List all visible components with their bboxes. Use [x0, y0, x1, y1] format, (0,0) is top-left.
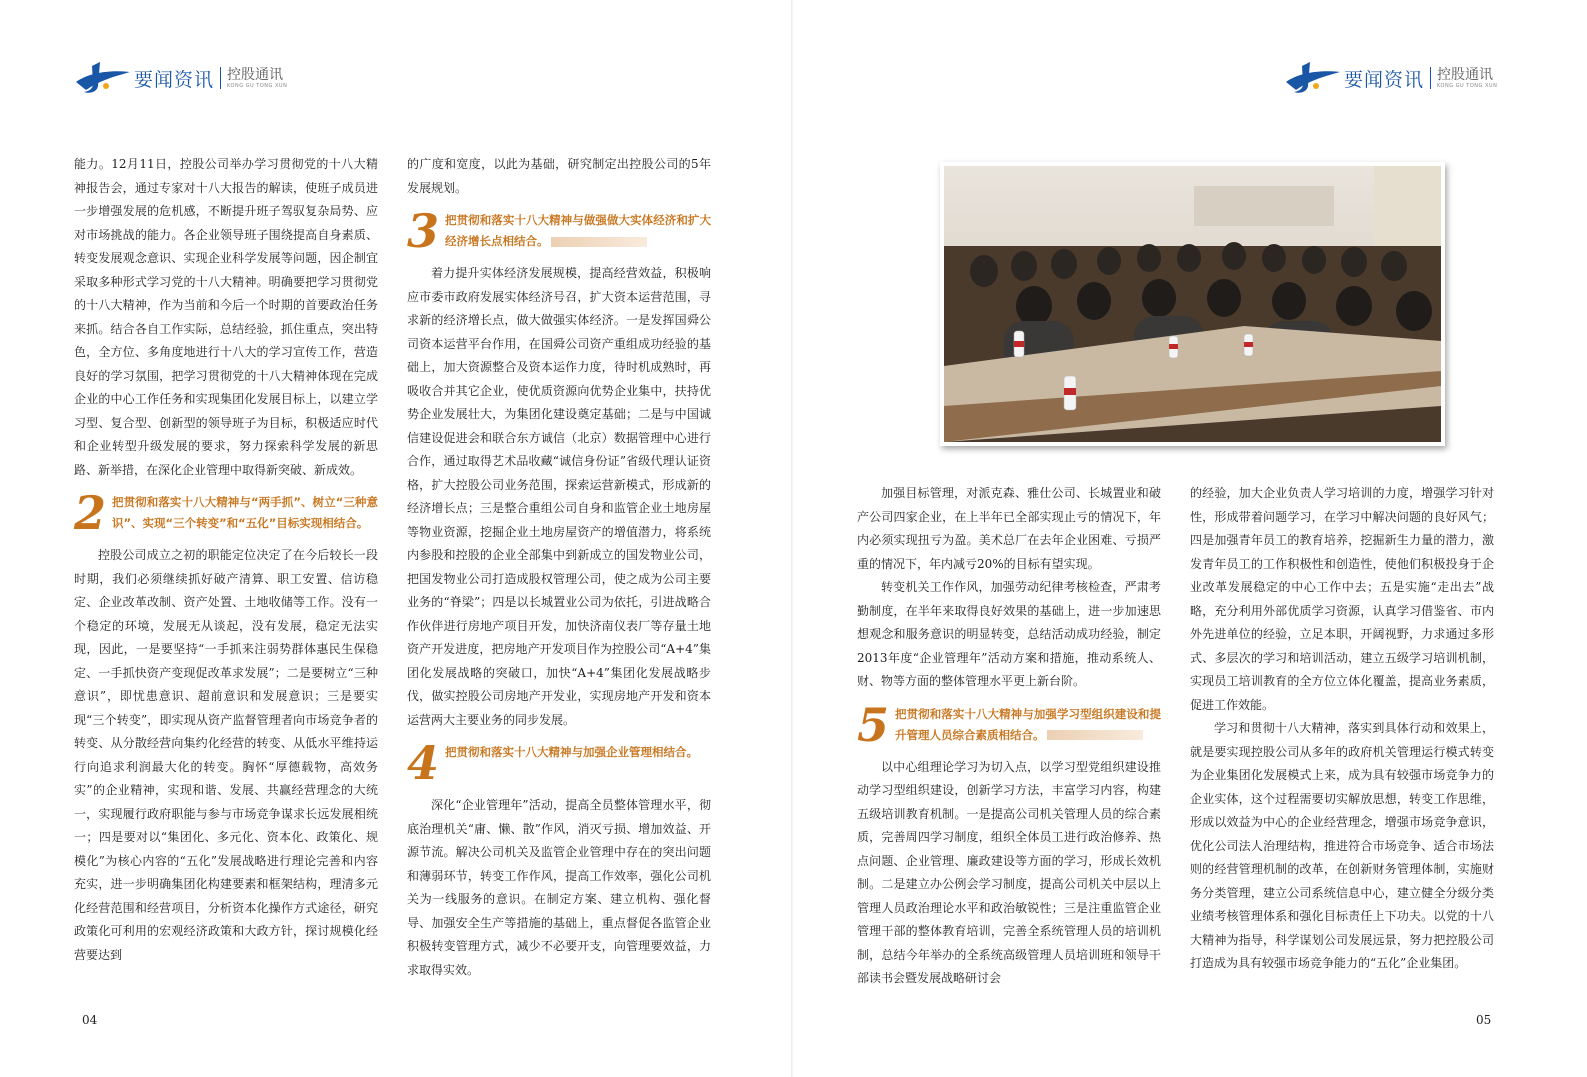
company-logo-icon — [72, 60, 132, 96]
section-title: 要闻资讯 — [134, 68, 215, 91]
section-title: 要闻资讯 — [1344, 68, 1425, 91]
section-heading-3 — [407, 204, 711, 258]
section-heading-label: 把贯彻和落实十八大精神与加强企业管理相结合。 — [445, 745, 698, 759]
paragraph: 的经验，加大企业负责人学习培训的力度，增强学习针对性，形成带着问题学习，在学习中解决问题的良好风气；四是加强青年员工的教育培养，挖掘新生力量的潜力，激发青年员工的工作积极性和创造性，使他们积极投身于企业改革发展稳定的中心工作中去；五是实施“走出去”战略，充分利用外部优质学习资源，认真学习借鉴省、市内外先进单位的经验，立足本职，开阔视野，力求通过多形式、多层次的学习和培训活动，建立五级学习培训机制，实现员工培训教育的全方位立体化覆盖，提高业务素质，促进工作效能。 — [1190, 486, 1494, 712]
paragraph: 控股公司成立之初的职能定位决定了在今后较长一段时期，我们必须继续抓好破产清算、职工安置、信访稳定、企业改革改制、资产处置、土地收储等工作。没有一个稳定的环境，发展无从谈起，没有发展，稳定无法实现，因此，一是要坚持“一手抓来注弱势群体惠民生保稳定、一手抓快资产变现促改革求发展”；二是要树立“三种意识”，即忧患意识、超前意识和发展意识；三是要实现“三个转变”，即实现从资产监督管理者向市场竞争者的转变、从分散经营向集约化经营的转变、从低水平维持运行向追求利润最大化的转变。胸怀“厚德载物，高效务实”的企业精神，实现和谐、发展、共赢经营理念的大统一，实现履行政府职能与参与市场竞争谋求长远发展相统一；四是要对以“集团化、多元化、资本化、政策化、规模化”为核心内容的“五化”发展战略进行理论完善和内容充实，进一步明确集团化构建要素和框架结构，理清多元化经营范围和经营项目，分析资本化操作方式途径，研究政策化可利用的宏观经济政策和大政方针，探讨规模化经营要达到 — [74, 548, 378, 962]
section-heading-text — [445, 742, 698, 763]
heading-highlight-bar — [1047, 730, 1143, 740]
section-heading-4 — [407, 736, 711, 790]
header-divider — [220, 67, 221, 89]
section-number: 5 — [857, 697, 890, 752]
section-heading-label: 把贯彻和落实十八大精神与加强学习型组织建设和提升管理人员综合素质相结合。 — [895, 706, 1161, 742]
section-heading-text — [445, 210, 711, 252]
section-heading-text — [112, 492, 378, 534]
page-number-left: 04 — [82, 1013, 98, 1027]
article-column-4 — [1190, 482, 1494, 976]
section-number: 2 — [74, 486, 107, 540]
section-heading-label: 把贯彻和落实十八大精神与做强做大实体经济和扩大经济增长点相结合。 — [445, 213, 711, 248]
paragraph: 加强目标管理，对派克森、雅仕公司、长城置业和破产公司四家企业，在上半年已全部实现止亏的情况下，年内必须实现扭亏为盈。美术总厂在去年企业困难、亏损严重的情况下，年内减亏20%的目标有望实现。 — [857, 486, 1161, 571]
article-column-3 — [857, 482, 1161, 991]
page-number-right: 05 — [1476, 1013, 1492, 1027]
header-divider — [1430, 67, 1431, 89]
section-heading-label: 把贯彻和落实十八大精神与“两手抓”、树立“三种意识”、实现“三个转变”和“五化”目标实现相结合。 — [112, 495, 378, 530]
heading-highlight-bar — [551, 237, 647, 247]
section-number: 4 — [407, 736, 440, 790]
page-gutter — [791, 0, 793, 1077]
section-heading-5 — [857, 697, 1161, 752]
article-column-1 — [74, 153, 378, 967]
paragraph: 着力提升实体经济发展规模，提高经营效益，积极响应市委市政府发展实体经济号召，扩大资本运营范围，寻求新的经济增长点，做大做强实体经济。一是发挥国舜公司资本运营平台作用，在国舜公司资产重组成功经验的基础上，加大资源整合及资本运作力度，待时机成熟时，再吸收合并其它企业，使优质资源向优势企业集中，扶持优势企业发展壮大，为集团化建设奠定基础；二是与中国诚信建设促进会和联合东方诚信（北京）数据管理中心进行合作，通过取得艺术品收藏“诚信身份证”省级代理认证资格，扩大控股公司业务范围，探索运营新模式，形成新的经济增长点；三是整合重组公司自身和监管企业土地房屋等物业资源，挖掘企业土地房屋资产的增值潜力，将系统内参股和控股的企业全部集中到新成立的国发物业公司，把国发物业公司打造成股权管理公司，使之成为公司主要业务的“脊梁”；四是以长城置业公司为依托，引进战略合作伙伴进行房地产项目开发，加快济南仪表厂等存量土地资产开发进度，把房地产开发项目作为控股公司“A+4”集团化发展战略的突破口，加快“A+4”集团化发展战略步伐，做实控股公司房地产开发业，实现房地产开发和资本运营两大主要业务的同步发展。 — [407, 266, 711, 727]
paragraph: 以中心组理论学习为切入点，以学习型党组织建设推动学习型组织建设，创新学习方法，丰富学习内容，构建五级培训教育机制。一是提高公司机关管理人员的综合素质，完善周四学习制度，组织全体员工进行政治修养、热点问题、企业管理、廉政建设等方面的学习，形成长效机制。二是建立办公例会学习制度，提高公司机关中层以上管理人员政治理论水平和政治敏锐性；三是注重监管企业管理干部的整体教育培训，完善全系统管理人员的培训机制，总结今年举办的全系统高级管理人员培训班和领导干部读书会暨发展战略研讨会 — [857, 759, 1161, 985]
paragraph: 深化“企业管理年”活动，提高全员整体管理水平，彻底治理机关“庸、懒、散”作风，消灭亏损、增加效益、开源节流。解决公司机关及监管企业管理中存在的突出问题和薄弱环节，转变工作作风，提高工作效率，强化公司机关为一线服务的意识。在制定方案、建立机构、强化督导、加强安全生产等措施的基础上，重点督促各监管企业积极转变管理方式，减少不必要开支，向管理要效益，力求取得实效。 — [407, 798, 711, 977]
publication-name-en: KONG GU TONG XUN — [1437, 82, 1498, 89]
section-heading-2 — [74, 486, 378, 540]
publication-name-en: KONG GU TONG XUN — [227, 82, 288, 89]
header-left — [72, 58, 287, 98]
meeting-photo-illustration — [944, 166, 1441, 442]
paragraph: 能力。12月11日，控股公司举办学习贯彻党的十八大精神报告会，通过专家对十八大报告的解读，使班子成员进一步增强发展的危机感，不断提升班子驾驭复杂局势、应对市场挑战的能力。各企业领导班子围绕提高自身素质、转变发展观念意识、实现企业科学发展等问题，因企制宜采取多种形式学习党的十八大精神。明确要把学习贯彻党的十八大精神，作为当前和今后一个时期的首要政治任务来抓。结合各自工作实际，总结经验，抓住重点，突出特色，全方位、多角度地进行十八大的学习宣传工作，营造良好的学习氛围，把学习贯彻党的十八大精神体现在完成企业的中心工作任务和实现集团化发展目标上，以建立学习型、复合型、创新型的领导班子为目标，积极适应时代和企业转型升级发展的要求，努力探索科学发展的新思路、新举措，在深化企业管理中取得新突破、新成效。 — [74, 157, 378, 477]
meeting-photo — [940, 162, 1445, 446]
publication-name-cn: 控股通讯 — [227, 66, 284, 83]
section-number: 3 — [407, 204, 440, 258]
paragraph: 的广度和宽度，以此为基础，研究制定出控股公司的5年发展规划。 — [407, 157, 711, 195]
paragraph: 转变机关工作作风，加强劳动纪律考核检查，严肃考勤制度，在半年来取得良好效果的基础上，进一步加速思想观念和服务意识的明显转变，总结活动成功经验，制定2013年度“企业管理年”活动方案和措施，推动系统人、财、物等方面的整体管理水平更上新台阶。 — [857, 580, 1161, 688]
publication-name — [1437, 68, 1497, 89]
paragraph: 学习和贯彻十八大精神，落实到具体行动和效果上，就是要实现控股公司从多年的政府机关管理运行模式转变为企业集团化发展模式上来，成为具有较强市场竞争力的企业实体，这个过程需要切实解放思想，转变工作思维，形成以效益为中心的企业经营理念，增强市场竞争意识，优化公司法人治理结构，推进符合市场竞争、适合市场法则的经营管理机制的改革，在创新财务管理体制，实施财务分类管理，建立公司系统信息中心，建立健全分级分类业绩考核管理体系和强化目标责任上下功夫。以党的十八大精神为指导，科学谋划公司发展远景，努力把控股公司打造成为具有较强市场竞争能力的“五化”企业集团。 — [1190, 721, 1494, 970]
section-heading-text — [895, 704, 1161, 746]
header-right — [1282, 58, 1497, 98]
article-column-2 — [407, 153, 711, 982]
company-logo-icon — [1282, 60, 1342, 96]
publication-name-cn: 控股通讯 — [1437, 66, 1494, 83]
publication-name — [227, 68, 287, 89]
